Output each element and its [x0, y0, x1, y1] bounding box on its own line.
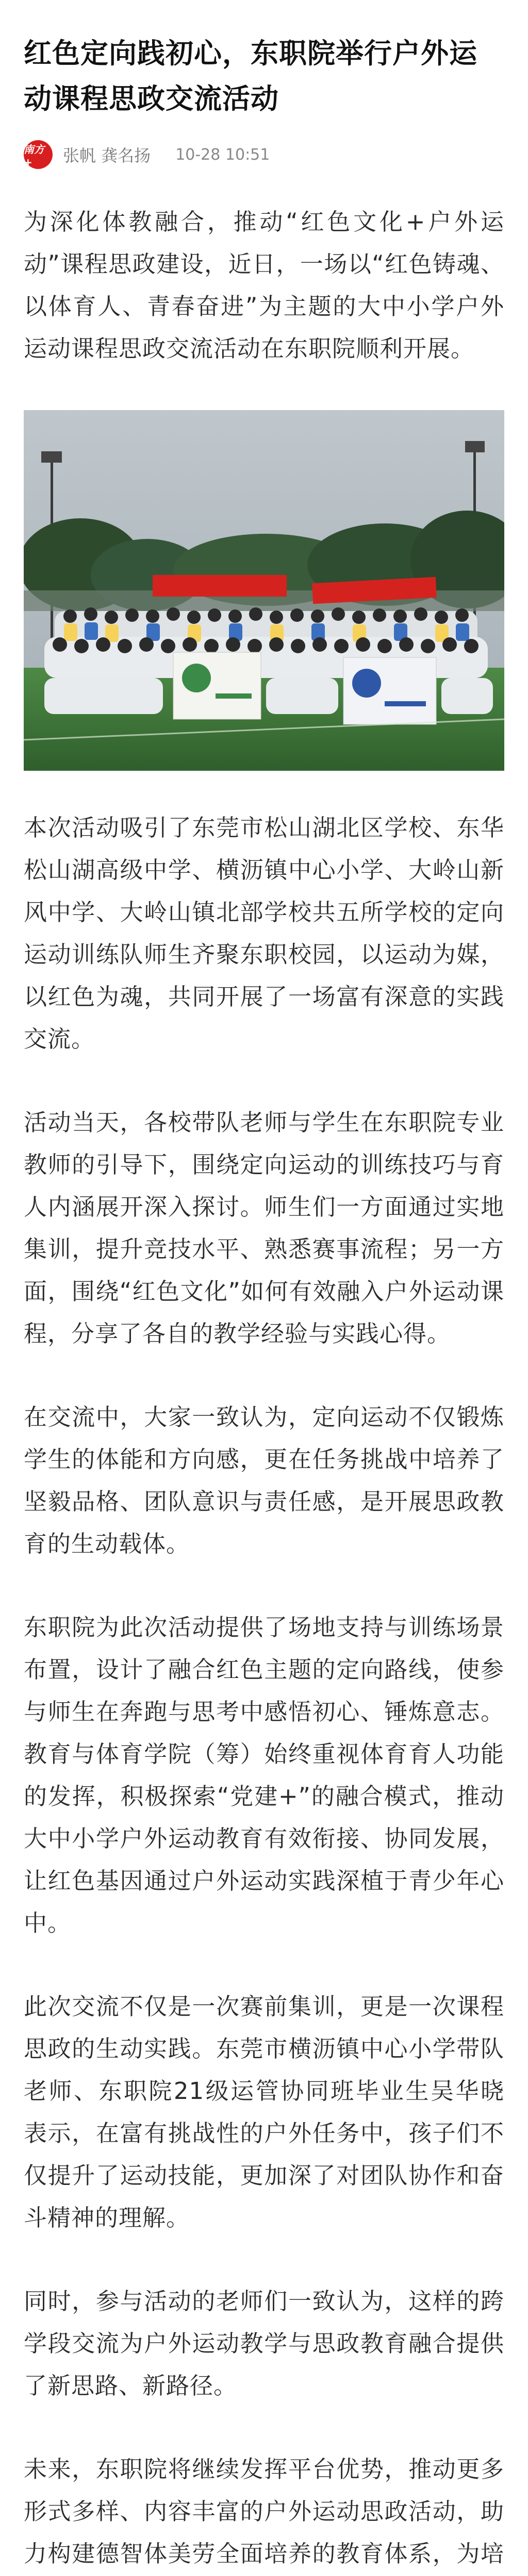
paragraph-6: 此次交流不仅是一次赛前集训，更是一次课程思政的生动实践。东莞市横沥镇中心小学带队老师、东职院21级运管协同班毕业生吴华晓表示，在富有挑战性的户外任务中，孩子们不仅提升了运动技能，更加深了对团队协作和奋斗精神的理解。: [24, 1993, 504, 2231]
paragraph-4: 在交流中，大家一致认为，定向运动不仅锻炼学生的体能和方向感，更在任务挑战中培养了坚毅品格、团队意识与责任感，是开展思政教育的生动载体。: [24, 1403, 504, 1557]
event-group-photo: [24, 410, 504, 771]
paragraph-8: 未来，东职院将继续发挥平台优势，推动更多形式多样、内容丰富的户外运动思政活动，助力构建德智体美劳全面培养的教育体系，为培: [24, 2455, 504, 2567]
paragraph-7: 同时，参与活动的老师们一致认为，这样的跨学段交流为户外运动教学与思政教育融合提供了新思路、新路径。: [24, 2287, 504, 2399]
article-title: 红色定向践初心，东职院举行户外运动课程思政交流活动: [24, 37, 477, 115]
paragraph-5: 东职院为此次活动提供了场地支持与训练场景布置，设计了融合红色主题的定向路线，使参与师生在奔跑与思考中感悟初心、锤炼意志。教育与体育学院（筹）始终重视体育育人功能的发挥，积极探索“党建+”的融合模式，推动大中小学户外运动教育有效衔接、协同发展，让红色基因通过户外运动实践深植于青少年心中。: [24, 1614, 504, 1937]
publish-time: 10-28 10:51: [175, 145, 270, 164]
source-avatar[interactable]: 南方+: [24, 140, 53, 169]
article-meta: [24, 139, 504, 170]
paragraph-3: 活动当天，各校带队老师与学生在东职院专业教师的引导下，围绕定向运动的训练技巧与育人内涵展开深入探讨。师生们一方面通过实地集训，提升竞技水平、熟悉赛事流程；另一方面，围绕“红色文化”如何有效融入户外运动课程，分享了各自的教学经验与实践心得。: [24, 1109, 504, 1347]
group-photo-illustration: [24, 410, 504, 771]
paragraph-2: 本次活动吸引了东莞市松山湖北区学校、东华松山湖高级中学、横沥镇中心小学、大岭山新风中学、大岭山镇北部学校共五所学校的定向运动训练队师生齐聚东职校园，以运动为媒，以红色为魂，共同开展了一场富有深意的实践交流。: [24, 814, 504, 1053]
article-authors: 张帆 龚名扬: [63, 146, 151, 165]
paragraph-1: 为深化体教融合，推动“红色文化+户外运动”课程思政建设，近日，一场以“红色铸魂、以体育人、青春奋进”为主题的大中小学户外运动课程思政交流活动在东职院顺利开展。: [24, 208, 504, 362]
